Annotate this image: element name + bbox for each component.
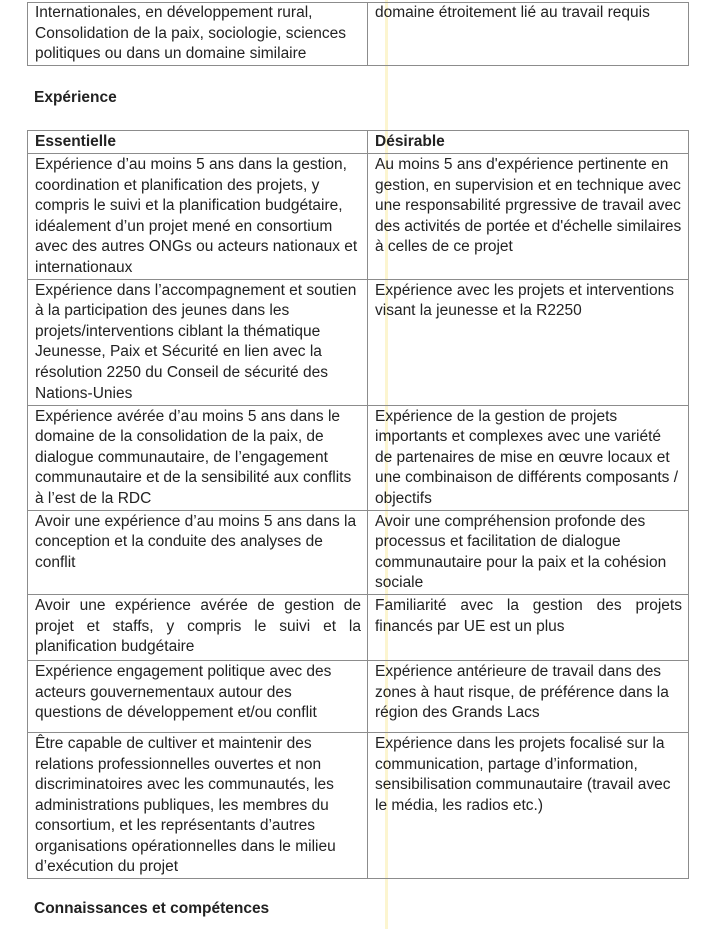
section-heading-knowledge: Connaissances et compétences — [34, 900, 270, 917]
essential-cell: Avoir une expérience avérée de gestion de projet et staffs, y compris le suivi et la planification budgétaire — [28, 594, 368, 660]
table-row — [28, 3, 689, 66]
essential-cell: Expérience d’au moins 5 ans dans la gestion, coordination et planification des projets, y compris le suivi et la planification budgétaire, idéalement d’un projet mené en consortium avec des autres ONGs ou acteurs nationaux et internationaux — [28, 154, 368, 280]
essential-cell: Avoir une expérience d’au moins 5 ans dans la conception et la conduite des analyses de conflit — [28, 510, 368, 594]
experience-table — [27, 130, 689, 879]
desirable-cell: Expérience de la gestion de projets importants et complexes avec une variété de partenaires de mise en œuvre locaux et une combinaison de différents composants / objectifs — [368, 405, 689, 510]
desirable-cell: Au moins 5 ans d'expérience pertinente en gestion, en supervision et en technique avec une responsabilité prgressive de travail avec des activités de portée et d'échelle similaires à celles de ce projet — [368, 154, 689, 280]
desirable-cell: Avoir une compréhension profonde des processus et facilitation de dialogue communautaire pour la paix et la cohésion sociale — [368, 510, 689, 594]
table-row — [28, 154, 689, 280]
essential-cell: Être capable de cultiver et maintenir des relations professionnelles ouvertes et non discriminatoires avec les communautés, les administrations publiques, les membres du consortium, et les représentants d’autres organisations opérationnelles dans le milieu d’exécution du projet — [28, 732, 368, 878]
essential-cell: Expérience dans l’accompagnement et soutien à la participation des jeunes dans les projets/interventions ciblant la thématique Jeunesse, Paix et Sécurité en lien avec la résolution 2250 du Conseil de sécurité des Nations-Unies — [28, 279, 368, 405]
table-row — [28, 279, 689, 405]
desirable-cell: Expérience avec les projets et interventions visant la jeunesse et la R2250 — [368, 279, 689, 405]
column-header-essential: Essentielle — [28, 131, 368, 154]
desirable-cell: Familiarité avec la gestion des projets financés par UE est un plus — [368, 594, 689, 660]
essential-cell: Expérience engagement politique avec des acteurs gouvernementaux autour des questions de développement et/ou conflit — [28, 660, 368, 732]
qualification-essential-cell: Internationales, en développement rural, Consolidation de la paix, sociologie, sciences politiques ou dans un domaine similaire — [28, 3, 368, 66]
table-row — [28, 510, 689, 594]
table-row — [28, 660, 689, 732]
section-heading-experience: Expérience — [34, 89, 117, 106]
desirable-cell: Expérience antérieure de travail dans des zones à haut risque, de préférence dans la région des Grands Lacs — [368, 660, 689, 732]
table-header-row — [28, 131, 689, 154]
essential-cell: Expérience avérée d’au moins 5 ans dans le domaine de la consolidation de la paix, de dialogue communautaire, de l’engagement communautaire et de la sensibilité aux conflits à l’est de la RDC — [28, 405, 368, 510]
qualifications-table-continued — [27, 2, 689, 66]
qualification-desirable-cell: domaine étroitement lié au travail requis — [368, 3, 689, 66]
column-header-desirable: Désirable — [368, 131, 689, 154]
table-row — [28, 405, 689, 510]
desirable-cell: Expérience dans les projets focalisé sur la communication, partage d’information, sensibilisation communautaire (travail avec le média, les radios etc.) — [368, 732, 689, 878]
table-row — [28, 732, 689, 878]
table-row — [28, 594, 689, 660]
